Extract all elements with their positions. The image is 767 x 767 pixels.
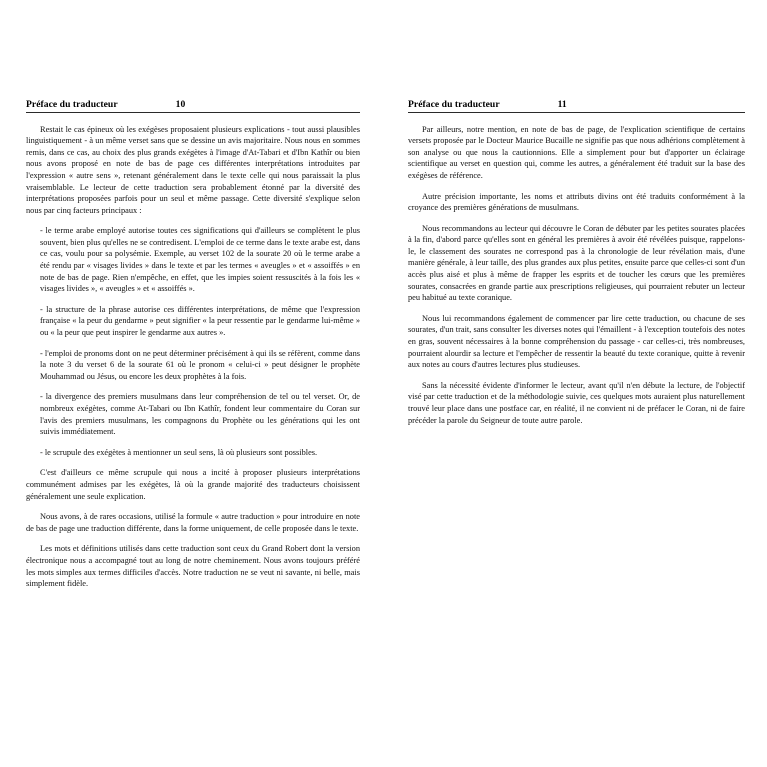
paragraph: - la structure de la phrase autorise ces différentes interprétations, de même que l'expression française « la peur du gendarme » peut signifier « la peur ressentie par le gendarme lui-même » ou « la peur que peut inspirer le gendarme aux autres ». [40,304,360,338]
paragraph: Les mots et définitions utilisés dans cette traduction sont ceux du Grand Robert dont la version électronique nous a accompagné tout au long de notre cheminement. Nous avons toujours préféré les mots simples aux termes difficiles d'accès. Notre traduction ne se veut ni savante, ni belle, mais simplement fidèle. [26,544,360,589]
right-page [378,0,767,767]
paragraph: - le scrupule des exégètes à mentionner un seul sens, là où plusieurs sont possibles. [40,447,318,457]
paragraph: Autre précision importante, les noms et attributs divins ont été traduits conformément à la croyance des premières générations de musulmans. [408,191,745,213]
paragraph: - le terme arabe employé autorise toutes ces significations qui d'ailleurs se complètent le plus souvent, bien plus qu'elles ne se contredisent. L'emploi de ce terme dans le texte arabe est, dans ce cas, voulu pour sa polysémie. Exemple, au verset 102 de la sourate 20 où le terme arabe a été rendu par « visages livides » dans le texte et par les termes « aveugles » et « assoiffés » en note de bas de page. Rien n'empêche, en effet, que les impies soient ressuscités à la fois les « visages livides », « aveugles » et « assoiffés ». [40,226,360,294]
paragraph: - l'emploi de pronoms dont on ne peut déterminer précisément à qui ils se réfèrent, comme dans la note 3 du verset 6 de la sourate 61 où le pronom « celui-ci » peut désigner le prophète Mouhammad ou Jésus, ou encore les deux prophètes à la fois. [40,348,360,381]
right-page-body [408,124,745,427]
running-head-page-number: 10 [175,99,186,110]
left-page [0,0,378,767]
running-head-page-number: 11 [557,99,567,110]
left-page-body [26,124,360,590]
paragraph: Restait le cas épineux où les exégèses proposaient plusieurs explications - tout aussi plausibles linguistiquement - à un même verset sans que se dessine un avis majoritaire. Nous nous en sommes remis, dans ce cas, au choix des plus grands exégètes à l'image d'At-Tabari et d'Ibn Kathîr ou bien nous avons proposé en note de bas de page ces différentes interprétations introduites par l'expression « autre sens », retenant généralement dans le texte celle qui nous paraissait la plus vraisemblable. Le lecteur de cette traduction sera probablement étonné par la diversité des interprétations proposées parfois pour un seul et même passage. Cette diversité s'explique selon nous par cinq facteurs principaux : [26,124,360,215]
right-page-running-head [408,100,745,113]
paragraph: C'est d'ailleurs ce même scrupule qui nous a incité à proposer plusieurs interprétations communément admises par les exégètes, là où la grande majorité des traducteurs choisissent généralement une seule explication. [26,468,360,501]
left-page-running-head [26,100,360,113]
paragraph: Nous lui recommandons également de commencer par lire cette traduction, ou chacune de ses sourates, d'un trait, sans consulter les diverses notes qui l'émaillent - à l'exception toutefois des notes en gras, souvent nécessaires à la bonne compréhension du passage - car celles-ci, très nombreuses, pourraient alourdir sa lecture et l'empêcher de ressentir la beauté du texte coranique, quitte à revenir aux notes au cours d'autres lectures plus studieuses. [408,313,745,370]
paragraph: Sans la nécessité évidente d'informer le lecteur, avant qu'il n'en débute la lecture, de l'objectif visé par cette traduction et de la méthodologie suivie, ces quelques mots auraient plus naturellement trouvé leur place dans une postface car, en réalité, il ne convient ni de préfacer le Coran, ni de faire précéder la parole du Seigneur de toute autre parole. [408,380,745,425]
running-head-title: Préface du traducteur [26,99,118,110]
paragraph: Nous recommandons au lecteur qui découvre le Coran de débuter par les petites sourates placées à la fin, d'abord parce qu'elles sont en général les premières à avoir été révélées puisque, rappelons-le, le classement des sourates ne correspond pas à la chronologie de leur révélation mais, d'une manière générale, à leur taille, des plus grandes aux plus petites, ensuite parce que celles-ci sont d'un accès plus aisé et plus à même de frapper les esprits et de toucher les cœurs que les premières sourates, consacrées en grande partie aux prescriptions religieuses, qui pourraient rebuter un lecteur peu habitué au texte coranique. [408,223,745,303]
paragraph: Nous avons, à de rares occasions, utilisé la formule « autre traduction » pour introduire en note de bas de page une traduction différente, dans la forme uniquement, de celle proposée dans le texte. [26,512,360,533]
paragraph: Par ailleurs, notre mention, en note de bas de page, de l'explication scientifique de certains versets proposée par le Docteur Maurice Bucaille ne signifie pas que nous adhérions complètement à son analyse ou que nous la cautionnions. Elle a simplement pour but d'apporter un éclairage scientifique au verset en question qui, comme les autres, a généralement été traduit sur la base des exégèses de référence. [408,124,745,180]
paragraph: - la divergence des premiers musulmans dans leur compréhension de tel ou tel verset. Or, de nombreux exégètes, comme At-Tabari ou Ibn Kathîr, fondent leur commentaire du Coran sur l'avis des premiers musulmans, les compagnons du Prophète ou les générations qui les ont suivis immédiatement. [40,392,360,437]
running-head-title: Préface du traducteur [408,99,500,110]
